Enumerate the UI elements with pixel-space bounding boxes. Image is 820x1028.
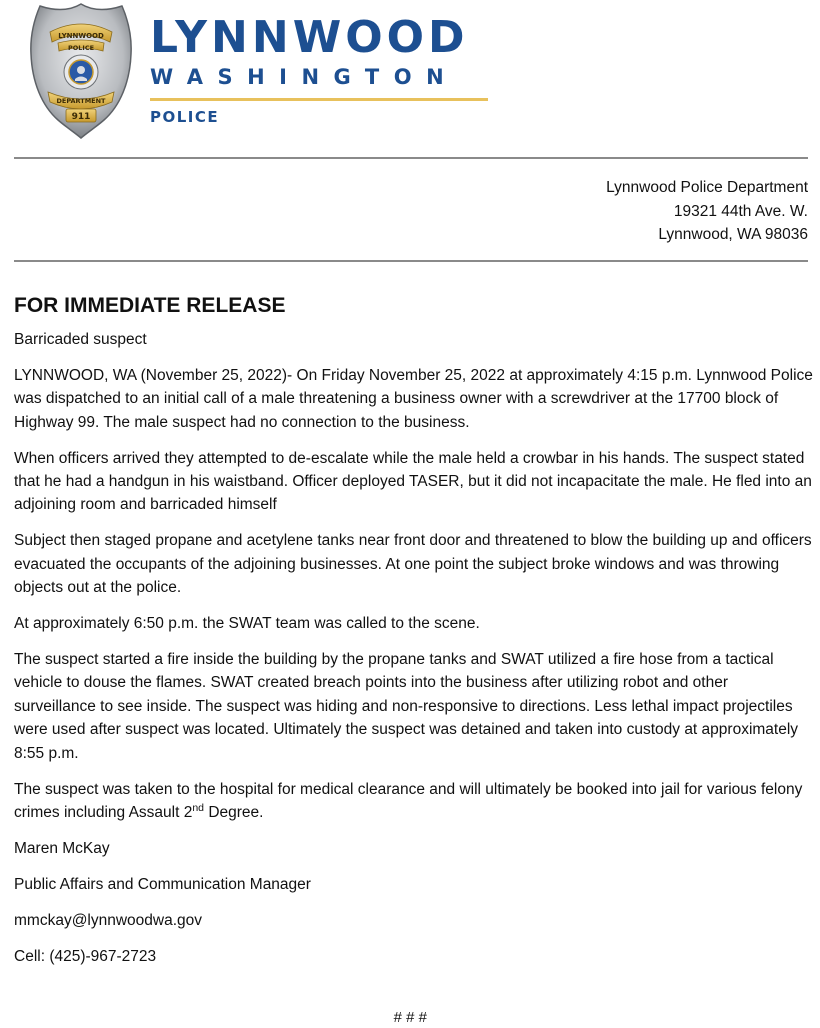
ordinal-superscript: nd bbox=[192, 801, 205, 814]
contact-email[interactable]: mmckay@lynnwoodwa.gov bbox=[14, 911, 203, 929]
address-city-state-zip: Lynnwood, WA 98036 bbox=[658, 226, 808, 243]
contact-name: Maren McKay bbox=[14, 839, 110, 857]
wordmark-gold-rule bbox=[150, 98, 488, 101]
wordmark-city: LYNNWOOD bbox=[150, 12, 469, 63]
release-paragraph: Subject then staged propane and acetylene tanks near front door and threatened to blow the building up and officers evacuated the occupants of the adjoining businesses. At one point the subject broke windows and was throwing objects out at the police. bbox=[14, 532, 812, 597]
address-name: Lynnwood Police Department bbox=[606, 179, 808, 196]
final-paragraph-text: The suspect was taken to the hospital for medical clearance and will ultimately be booked into jail for various felony crimes including Assault 2 bbox=[14, 780, 803, 821]
wordmark-state: WASHINGTON bbox=[150, 65, 459, 89]
release-paragraph: LYNNWOOD, WA (November 25, 2022)- On Friday November 25, 2022 at approximately 4:15 p.m. Lynnwood Police was dispatched to an initial call of a male threatening a business owner with a screwdriver at the 17700 block of Highway 99. The male suspect had no connection to the business. bbox=[14, 366, 813, 431]
badge-text-police: POLICE bbox=[67, 44, 95, 52]
badge-text-department: DEPARTMENT bbox=[56, 97, 106, 105]
department-address bbox=[606, 176, 808, 247]
final-paragraph-ending: Degree. bbox=[204, 803, 264, 821]
release-subject: Barricaded suspect bbox=[14, 331, 147, 348]
badge-text-city: LYNNWOOD bbox=[58, 32, 104, 40]
release-paragraph: The suspect started a fire inside the building by the propane tanks and SWAT utilized a fire hose from a tactical vehicle to douse the flames. SWAT created breach points into the business after utilizing robot and other surveillance to see inside. The suspect was hiding and non-responsive to directions. Less lethal impact projectiles were used after suspect was located. Ultimately the suspect was detained and taken into custody at approximately 8:55 p.m. bbox=[14, 650, 799, 762]
address-street: 19321 44th Ave. W. bbox=[673, 202, 808, 220]
header-divider-top bbox=[14, 157, 808, 159]
badge-text-number: 911 bbox=[71, 112, 91, 122]
release-title: FOR IMMEDIATE RELEASE bbox=[14, 294, 286, 317]
press-release-body bbox=[14, 292, 814, 980]
contact-title: Public Affairs and Communication Manager bbox=[14, 875, 311, 893]
release-paragraph: At approximately 6:50 p.m. the SWAT team was called to the scene. bbox=[14, 615, 480, 633]
wordmark-department: POLICE bbox=[150, 108, 220, 126]
police-badge-logo bbox=[28, 2, 134, 140]
end-of-release-mark: # # # bbox=[393, 1009, 427, 1026]
release-paragraph: When officers arrived they attempted to de-escalate while the male held a crowbar in his hands. The suspect stated that he had a handgun in his waistband. Officer deployed TASER, but it did not incapacitate the male. He fled into an adjoining room and barricaded himself bbox=[14, 449, 812, 514]
header-divider-bottom bbox=[14, 260, 808, 262]
release-final-paragraph bbox=[14, 778, 814, 825]
letterhead bbox=[0, 0, 820, 150]
contact-cell: Cell: (425)-967-2723 bbox=[14, 947, 157, 965]
